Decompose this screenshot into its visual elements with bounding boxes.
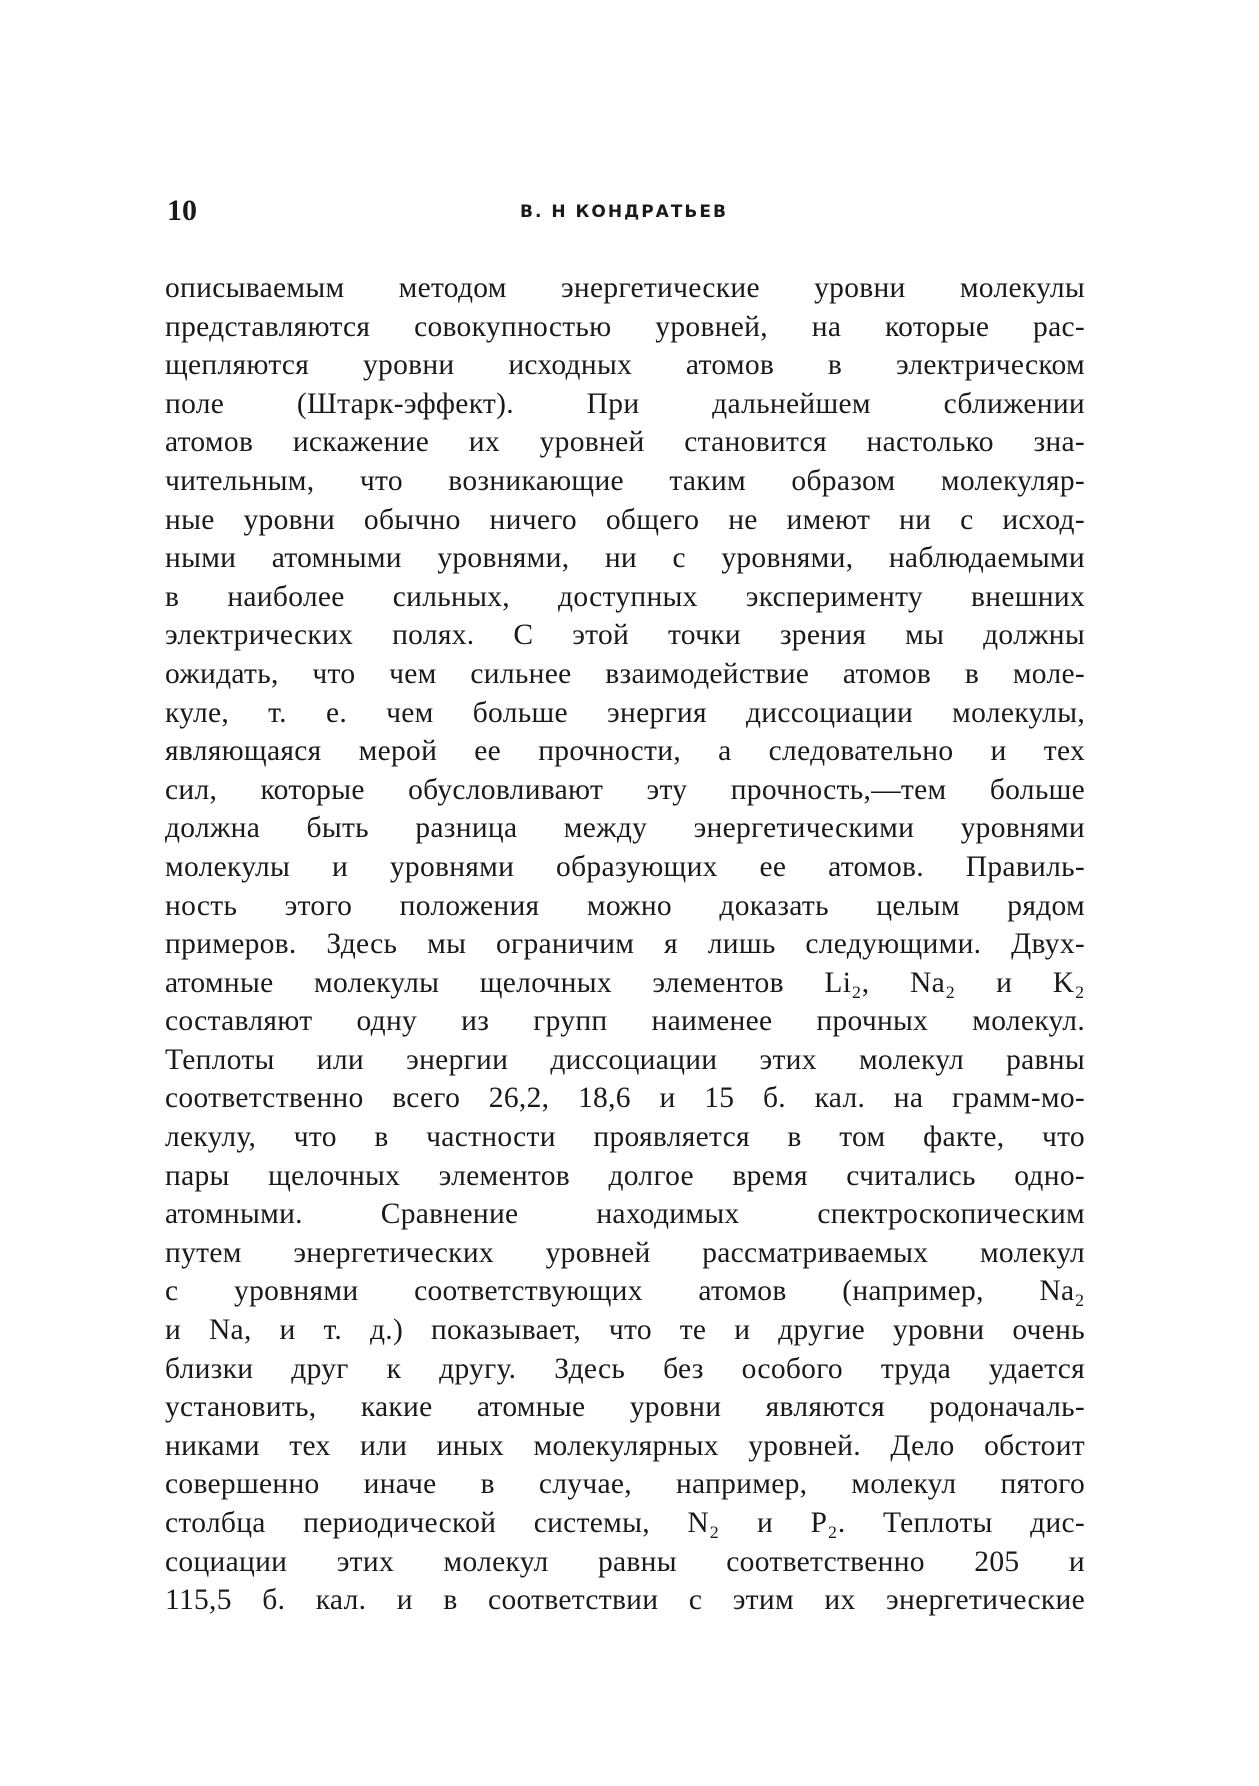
text-line: Теплоты или энергии диссоциации этих молекул равны xyxy=(165,1043,1085,1076)
text-line: электрических полях. С этой точки зрения мы должны xyxy=(165,619,1085,652)
text-line: близки друг к другу. Здесь без особого труда удается xyxy=(165,1352,1085,1385)
text-line: социации этих молекул равны соответственно 205 и xyxy=(165,1545,1085,1578)
text-line: в наиболее сильных, доступных эксперименту внешних xyxy=(165,580,1085,613)
text-line: никами тех или иных молекулярных уровней. Дело обстоит xyxy=(165,1429,1085,1462)
text-line: и Na, и т. д.) показывает, что те и другие уровни очень xyxy=(165,1314,1085,1347)
text-line: соответственно всего 26,2, 18,6 и 15 б. кал. на грамм-мо- xyxy=(165,1082,1085,1115)
text-line: ные уровни обычно ничего общего не имеют ни с исход- xyxy=(165,503,1085,536)
text-line: ность этого положения можно доказать целым рядом xyxy=(165,889,1085,922)
text-line: должна быть разница между энергетическими уровнями xyxy=(165,812,1085,845)
text-line: атомными. Сравнение находимых спектроскопическим xyxy=(165,1198,1085,1231)
body-text xyxy=(165,269,1085,1620)
page-number: 10 xyxy=(167,194,197,227)
running-head: В. Н КОНДРАТЬЕВ xyxy=(520,202,728,222)
page-header xyxy=(150,193,1085,233)
text-line: щепляются уровни исходных атомов в электрическом xyxy=(165,349,1085,382)
text-line: с уровнями соответствующих атомов (например, Na₂ xyxy=(165,1275,1085,1308)
text-line: ожидать, что чем сильнее взаимодействие атомов в моле- xyxy=(165,657,1085,690)
text-line: столбца периодической системы, N₂ и P₂. Теплоты дис- xyxy=(165,1507,1085,1539)
text-line: путем энергетических уровней рассматриваемых молекул xyxy=(165,1236,1085,1269)
text-line: чительным, что возникающие таким образом молекуляр- xyxy=(165,464,1085,497)
text-line: лекулу, что в частности проявляется в том факте, что xyxy=(165,1121,1085,1154)
text-line: составляют одну из групп наименее прочных молекул. xyxy=(165,1005,1085,1038)
text-line: примеров. Здесь мы ограничим я лишь следующими. Двух- xyxy=(165,928,1085,961)
text-line: куле, т. е. чем больше энергия диссоциации молекулы, xyxy=(165,696,1085,729)
text-line: являющаяся мерой ее прочности, а следовательно и тех xyxy=(165,735,1085,768)
text-line: ными атомными уровнями, ни с уровнями, наблюдаемыми xyxy=(165,542,1085,575)
text-line: пары щелочных элементов долгое время считались одно- xyxy=(165,1159,1085,1192)
text-line: поле (Штарк-эффект). При дальнейшем сближении xyxy=(165,387,1085,420)
text-line: установить, какие атомные уровни являются родоначаль- xyxy=(165,1391,1085,1424)
text-line: совершенно иначе в случае, например, молекул пятого xyxy=(165,1468,1085,1501)
text-line: атомов искажение их уровней становится настолько зна- xyxy=(165,426,1085,459)
text-line: атомные молекулы щелочных элементов Li₂, Na₂ и K₂ xyxy=(165,966,1085,999)
text-line: 115,5 б. кал. и в соответствии с этим их энергетические xyxy=(165,1584,1085,1617)
text-line: описываемым методом энергетические уровни молекулы xyxy=(165,272,1085,304)
text-line: молекулы и уровнями образующих ее атомов. Правиль- xyxy=(165,850,1085,883)
text-line: представляются совокупностью уровней, на которые рас- xyxy=(165,310,1085,343)
text-line: сил, которые обусловливают эту прочность,—тем больше xyxy=(165,773,1085,806)
